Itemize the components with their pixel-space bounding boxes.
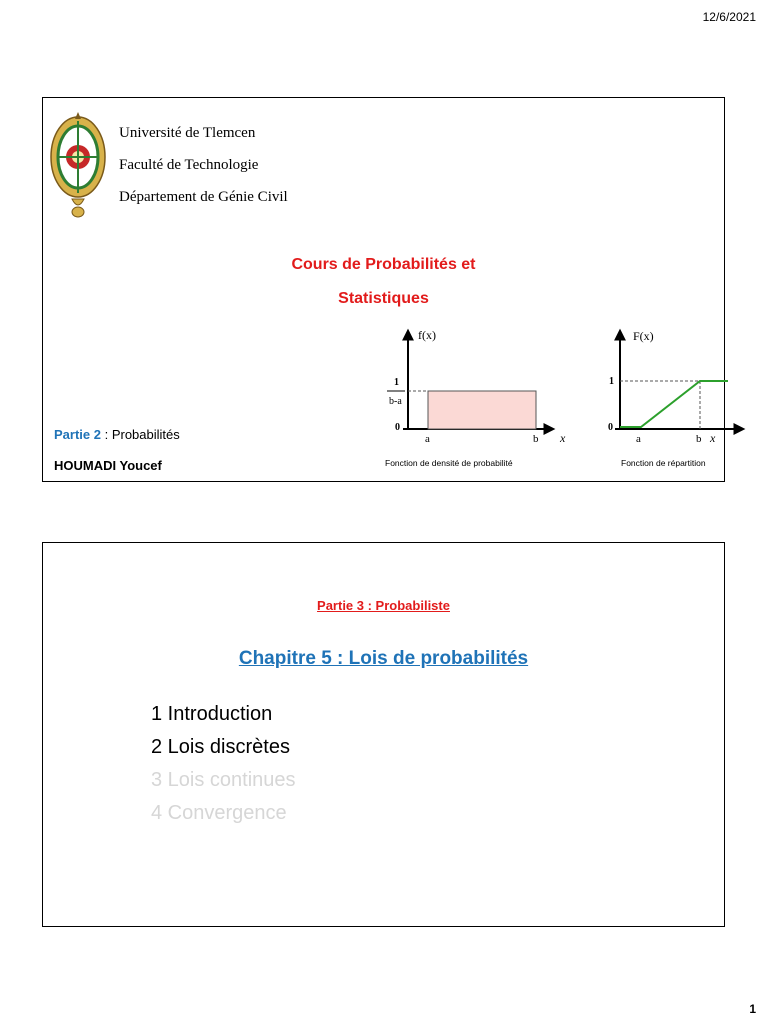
table-of-contents bbox=[151, 698, 296, 830]
cdf-y-zero: 0 bbox=[608, 422, 613, 433]
course-title bbox=[43, 248, 724, 316]
pdf-x-tick-b: b bbox=[533, 433, 539, 445]
page-number: 1 bbox=[749, 1002, 756, 1016]
cdf-x-tick-a: a bbox=[636, 433, 641, 445]
pdf-y-tick-top: 1 bbox=[394, 377, 399, 388]
toc-item: 1 Introduction bbox=[151, 703, 273, 725]
cdf-x-tick-b: b bbox=[696, 433, 702, 445]
course-title-line: Cours de Probabilités et bbox=[291, 256, 476, 273]
cdf-curve bbox=[620, 381, 728, 427]
toc-item: 2 Lois discrètes bbox=[151, 736, 290, 758]
cdf-caption: Fonction de répartition bbox=[621, 458, 706, 468]
pdf-y-zero: 0 bbox=[395, 422, 400, 433]
pdf-caption: Fonction de densité de probabilité bbox=[385, 458, 513, 468]
cdf-chart bbox=[558, 323, 718, 483]
pdf-x-label: x bbox=[560, 431, 566, 445]
course-title-line: Statistiques bbox=[338, 290, 429, 307]
cdf-x-label: x bbox=[710, 431, 716, 445]
pdf-y-tick-bottom: b-a bbox=[389, 396, 402, 407]
cdf-y-tick: 1 bbox=[609, 376, 614, 387]
slide-chapter bbox=[42, 542, 725, 927]
part-label: Partie 2 bbox=[54, 427, 101, 442]
university-info bbox=[119, 117, 288, 213]
part-line bbox=[54, 427, 180, 442]
part-title: Partie 3 : Probabiliste bbox=[317, 598, 450, 613]
department-name: Département de Génie Civil bbox=[119, 189, 288, 205]
author-name: HOUMADI Youcef bbox=[54, 458, 162, 473]
pdf-uniform-rect bbox=[428, 391, 536, 429]
pdf-y-label: f(x) bbox=[418, 328, 436, 342]
part-topic: : Probabilités bbox=[100, 427, 180, 442]
toc-item: 4 Convergence bbox=[151, 802, 287, 824]
cdf-y-label: F(x) bbox=[633, 329, 654, 343]
university-logo bbox=[48, 107, 108, 219]
page-date: 12/6/2021 bbox=[702, 10, 756, 24]
faculty-name: Faculté de Technologie bbox=[119, 157, 259, 173]
chapter-title: Chapitre 5 : Lois de probabilités bbox=[238, 648, 529, 669]
university-name: Université de Tlemcen bbox=[119, 125, 256, 141]
pdf-chart bbox=[365, 323, 566, 483]
slide-title bbox=[42, 97, 725, 482]
toc-item: 3 Lois continues bbox=[151, 769, 296, 791]
pdf-x-tick-a: a bbox=[425, 433, 430, 445]
